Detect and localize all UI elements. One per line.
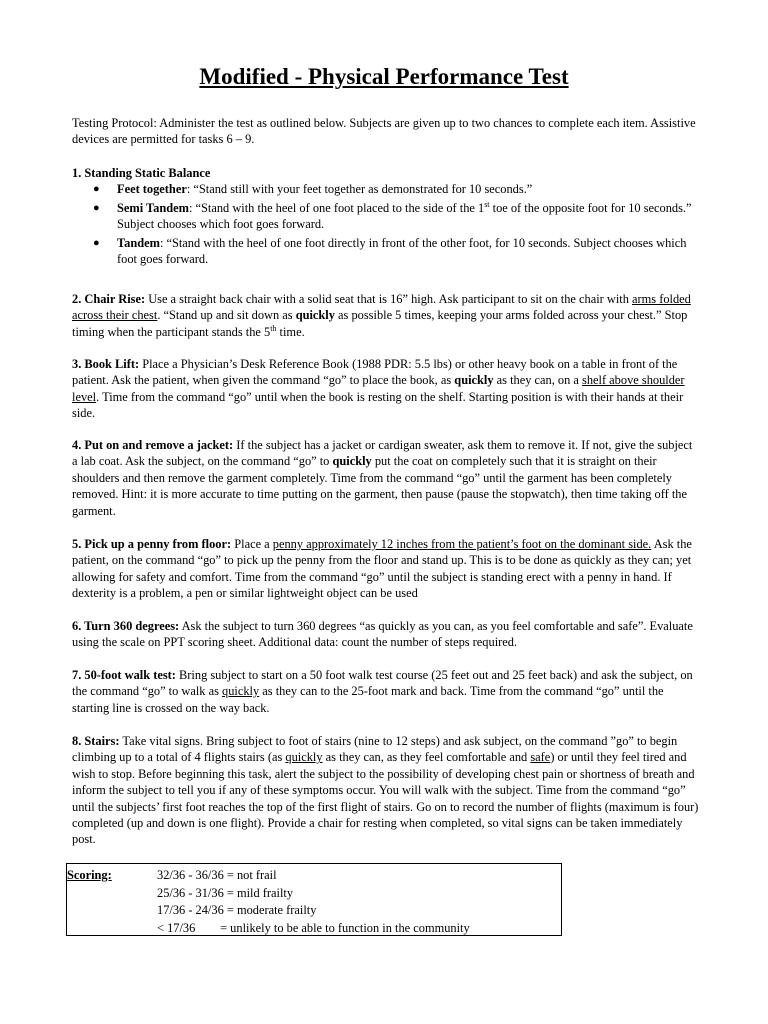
item-text: : “Stand with the heel of one foot directly in front of the other foot, for 10 seconds. Subject chooses which foot goes forward. bbox=[117, 235, 687, 267]
bullet-icon: ● bbox=[93, 183, 100, 196]
section-heading: 3. Book Lift: bbox=[72, 357, 140, 371]
section-chair-rise bbox=[72, 291, 700, 340]
text-run: . “Stand up and sit down as bbox=[157, 308, 296, 323]
list-item bbox=[72, 181, 700, 197]
scoring-row bbox=[157, 885, 470, 903]
score-result: = not frail bbox=[223, 868, 277, 882]
list-item bbox=[72, 200, 700, 233]
underlined-text: safe bbox=[530, 750, 551, 765]
item-label: Feet together bbox=[117, 182, 187, 197]
item-text: toe of the opposite foot for 10 seconds.” Subject chooses which foot goes forward. bbox=[117, 200, 692, 232]
bold-text: quickly bbox=[332, 454, 372, 469]
section-heading: 1. Standing Static Balance bbox=[72, 166, 211, 180]
score-result: = unlikely to be able to function in the community bbox=[195, 920, 470, 935]
superscript: th bbox=[270, 323, 277, 333]
text-run: time. bbox=[276, 324, 305, 339]
section-standing-balance bbox=[72, 165, 700, 269]
item-label: Tandem bbox=[117, 235, 160, 250]
section-heading: 8. Stairs: bbox=[72, 734, 120, 748]
item-text: : “Stand with the heel of one foot placed to the side of the 1 bbox=[188, 200, 485, 215]
score-range: 25/36 - 31/36 bbox=[157, 885, 224, 900]
text-run: Bring subject to start on a 50 foot walk test course (25 feet out and 25 feet back) and ask the subject, on the command “go” to walk as bbox=[72, 668, 693, 699]
text-run: ) or until they feel tired and wish to stop. Before beginning this task, alert the subject to the possibility of developing chest pain or shortness of breath and inform the subject to tell you if any of these symptoms occur. You will walk with the subject. Time from the command “go” until the subjects’ first foot reaches the top of the first flight of stairs. Go on to record the number of flights (maximum is four) completed (up and down is one flight). Provide a chair for resting when completed, so vital signs can be taken immediately post. bbox=[72, 750, 699, 847]
item-text: : “Stand still with your feet together as demonstrated for 10 seconds.” bbox=[186, 182, 533, 197]
underlined-text: quickly bbox=[222, 684, 260, 699]
page-title: Modified - Physical Performance Test bbox=[199, 64, 569, 89]
text-run: Take vital signs. Bring subject to foot of stairs (nine to 12 steps) and ask subject, on the command ”go” to begin climbing up to a total of 4 flights stairs (as bbox=[72, 734, 678, 765]
text-run: as they can, on a bbox=[493, 373, 582, 388]
underlined-text: shelf above shoulder level bbox=[72, 373, 685, 404]
bullet-icon: ● bbox=[93, 201, 100, 214]
section-book-lift bbox=[72, 356, 700, 422]
section-heading: 7. 50-foot walk test: bbox=[72, 668, 176, 682]
balance-list bbox=[72, 181, 700, 267]
bold-text: quickly bbox=[295, 308, 335, 323]
scoring-label: Scoring: bbox=[67, 868, 112, 882]
text-run: Ask the subject to turn 360 degrees “as quickly as you can, as you feel comfortable and safe”. Evaluate using the scale on PPT scoring sheet. Additional data: count the number of steps required. bbox=[72, 619, 693, 650]
superscript: st bbox=[484, 199, 490, 209]
score-range: 32/36 - 36/36 bbox=[157, 868, 224, 882]
section-turn-360 bbox=[72, 618, 700, 651]
scoring-row bbox=[157, 902, 470, 920]
score-range: < 17/36 bbox=[157, 920, 196, 935]
item-label: Semi Tandem bbox=[117, 200, 189, 215]
underlined-text: quickly bbox=[285, 750, 323, 765]
text-run: Place a bbox=[231, 537, 273, 551]
score-range: 17/36 - 24/36 bbox=[157, 903, 224, 917]
section-stairs bbox=[72, 733, 700, 848]
section-heading: 4. Put on and remove a jacket: bbox=[72, 438, 234, 452]
text-run: as possible 5 times, keeping your arms folded across your chest.” Stop timing when the participant stands the 5 bbox=[72, 308, 688, 339]
section-heading: 2. Chair Rise: bbox=[72, 292, 146, 306]
scoring-box bbox=[66, 863, 562, 936]
underlined-text: arms folded across their chest bbox=[72, 292, 691, 323]
text-run: Use a straight back chair with a solid seat that is 16” high. Ask participant to sit on the chair with bbox=[145, 292, 633, 306]
text-run: as they can, as they feel comfortable and bbox=[322, 750, 531, 765]
bullet-icon: ● bbox=[93, 236, 100, 249]
text-run: put the coat on completely such that it is straight on their shoulders and then remove the garment completely. Time from the command “go” until the garment has been completely removed. Hint: it is more accurate to time putting on the garment, then pause (pause the stopwatch), then time taking off the garment. bbox=[72, 454, 687, 518]
list-item bbox=[72, 235, 700, 268]
score-result: = mild frailty bbox=[223, 885, 294, 900]
score-result: = moderate frailty bbox=[223, 903, 317, 917]
text-run: Ask the patient, on the command “go” to pick up the penny from the floor and stand up. This is to be done as quickly as they can; yet allowing for safety and comfort. Time from the command “go” until the subject is standing erect with a penny in hand. If dexterity is a problem, a pen or similar lightweight object can be used bbox=[72, 537, 692, 601]
section-jacket bbox=[72, 437, 700, 519]
scoring-rows bbox=[157, 867, 470, 937]
text-run: If the subject has a jacket or cardigan sweater, ask them to remove it. If not, give the subject a lab coat. Ask the subject, on the command “go” to bbox=[72, 438, 693, 469]
section-heading: 5. Pick up a penny from floor: bbox=[72, 537, 232, 551]
text-run: . Time from the command “go” until when the book is resting on the shelf. Starting position is with their hands at their side. bbox=[72, 389, 684, 421]
bold-text: quickly bbox=[454, 373, 494, 388]
text-run: as they can to the 25-foot mark and back. Time from the command “go” until the starting line is crossed on the way back. bbox=[72, 684, 664, 715]
section-walk-test bbox=[72, 667, 700, 716]
section-penny bbox=[72, 536, 700, 602]
scoring-row bbox=[157, 867, 470, 885]
underlined-text: penny approximately 12 inches from the patient’s foot on the dominant side. bbox=[272, 537, 652, 551]
text-run: Place a Physician’s Desk Reference Book (1988 PDR: 5.5 lbs) or other heavy book on a table in front of the patient. Ask the patient, when given the command “go” to place the book, as bbox=[72, 357, 678, 388]
intro-paragraph: Testing Protocol: Administer the test as outlined below. Subjects are given up to two chances to complete each item. Assistive devices are permitted for tasks 6 – 9. bbox=[72, 116, 696, 147]
section-heading: 6. Turn 360 degrees: bbox=[72, 619, 180, 633]
scoring-row bbox=[157, 920, 470, 938]
